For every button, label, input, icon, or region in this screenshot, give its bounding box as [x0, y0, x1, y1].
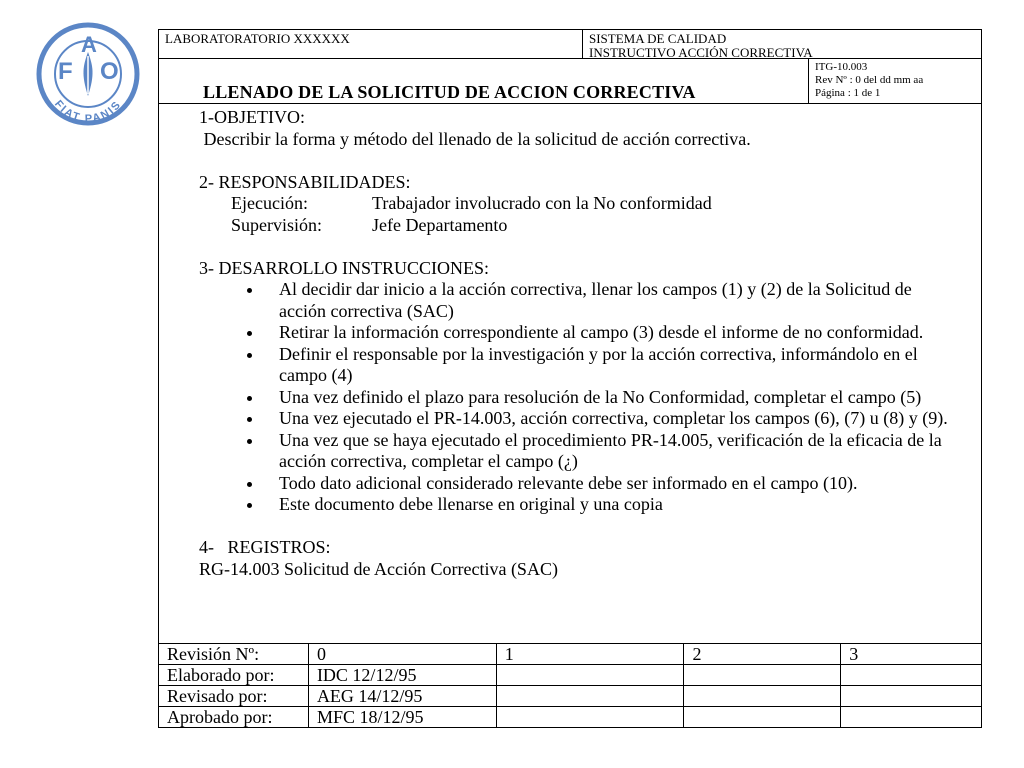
fao-logo-icon	[36, 22, 140, 126]
logo-letter-a: A	[81, 32, 97, 57]
header-title-cell	[158, 58, 809, 104]
responsibility-label: Ejecución:	[231, 193, 308, 213]
list-item: Retirar la información correspondiente al campo (3) desde el informe de no conformidad.	[279, 322, 961, 344]
responsibility-value: Jefe Departamento	[372, 214, 508, 235]
doc-revision: Rev Nº : 0 del dd mm aa	[815, 74, 924, 86]
list-item: Una vez que se haya ejecutado el procedimiento PR-14.005, verificación de la eficacia de la acción correctiva, completar el campo (¿)	[279, 430, 961, 473]
list-item: Una vez ejecutado el PR-14.003, acción correctiva, completar los campos (6), (7) u (8) y (9).	[279, 408, 961, 430]
table-cell: 0	[308, 644, 496, 665]
objective-heading: 1-OBJETIVO:	[199, 107, 305, 127]
logo-letter-o: O	[100, 58, 119, 85]
records-text: RG-14.003 Solicitud de Acción Correctiva (SAC)	[199, 558, 558, 579]
revision-table	[158, 643, 982, 728]
table-cell: 1	[496, 644, 684, 665]
table-cell: Revisión Nº:	[159, 644, 309, 665]
table-cell: 2	[684, 644, 841, 665]
table-row	[159, 665, 982, 686]
doc-page: Página : 1 de 1	[815, 87, 881, 99]
development-heading: 3- DESARROLLO INSTRUCCIONES:	[199, 257, 490, 278]
table-cell: 3	[841, 644, 982, 665]
header-lab-cell	[158, 29, 583, 59]
table-cell	[496, 707, 684, 728]
responsibility-row-supervision	[199, 215, 961, 237]
system-line-2: INSTRUCTIVO ACCIÓN CORRECTIVA	[589, 45, 813, 60]
table-cell: IDC 12/12/95	[308, 665, 496, 686]
list-item: Todo dato adicional considerado relevante debe ser informado en el campo (10).	[279, 473, 961, 495]
list-item: Definir el responsable por la investigación y por la acción correctiva, informándolo en el campo (4)	[279, 344, 961, 387]
table-cell	[496, 686, 684, 707]
document-body	[158, 103, 982, 644]
document-title: LLENADO DE LA SOLICITUD DE ACCION CORRECTIVA	[203, 82, 696, 102]
svg-text:FIAT PANIS	[52, 98, 124, 125]
list-item: Al decidir dar inicio a la acción correctiva, llenar los campos (1) y (2) de la Solicitud de acción correctiva (SAC)	[279, 279, 961, 322]
instructions-list	[199, 279, 961, 516]
table-cell	[684, 707, 841, 728]
table-cell: MFC 18/12/95	[308, 707, 496, 728]
table-cell: Revisado por:	[159, 686, 309, 707]
table-row	[159, 707, 982, 728]
doc-code: ITG-10.003	[815, 61, 868, 73]
logo-letter-f: F	[58, 58, 73, 85]
lab-name: LABORATORATORIO XXXXXX	[165, 31, 350, 46]
responsibility-row-execution	[199, 193, 961, 215]
header-system-cell	[582, 29, 982, 59]
table-cell	[684, 665, 841, 686]
header-doc-info-cell	[808, 58, 982, 104]
list-item: Este documento debe llenarse en original y una copia	[279, 494, 961, 516]
records-heading: 4- REGISTROS:	[199, 537, 331, 557]
table-cell	[496, 665, 684, 686]
table-cell	[841, 665, 982, 686]
table-cell: Aprobado por:	[159, 707, 309, 728]
logo-motto: FIAT PANIS	[51, 98, 125, 126]
table-row	[159, 644, 982, 665]
objective-text: Describir la forma y método del llenado de la solicitud de acción correctiva.	[199, 128, 751, 149]
table-cell: Elaborado por:	[159, 665, 309, 686]
responsibility-value: Trabajador involucrado con la No conformidad	[372, 193, 712, 213]
table-cell: AEG 14/12/95	[308, 686, 496, 707]
system-line-1: SISTEMA DE CALIDAD	[589, 31, 727, 46]
table-cell	[841, 707, 982, 728]
responsibilities-heading: 2- RESPONSABILIDADES:	[199, 171, 411, 192]
table-cell	[841, 686, 982, 707]
list-item: Una vez definido el plazo para resolución de la No Conformidad, completar el campo (5)	[279, 387, 961, 409]
table-cell	[684, 686, 841, 707]
responsibility-label: Supervisión:	[231, 214, 323, 235]
table-row	[159, 686, 982, 707]
